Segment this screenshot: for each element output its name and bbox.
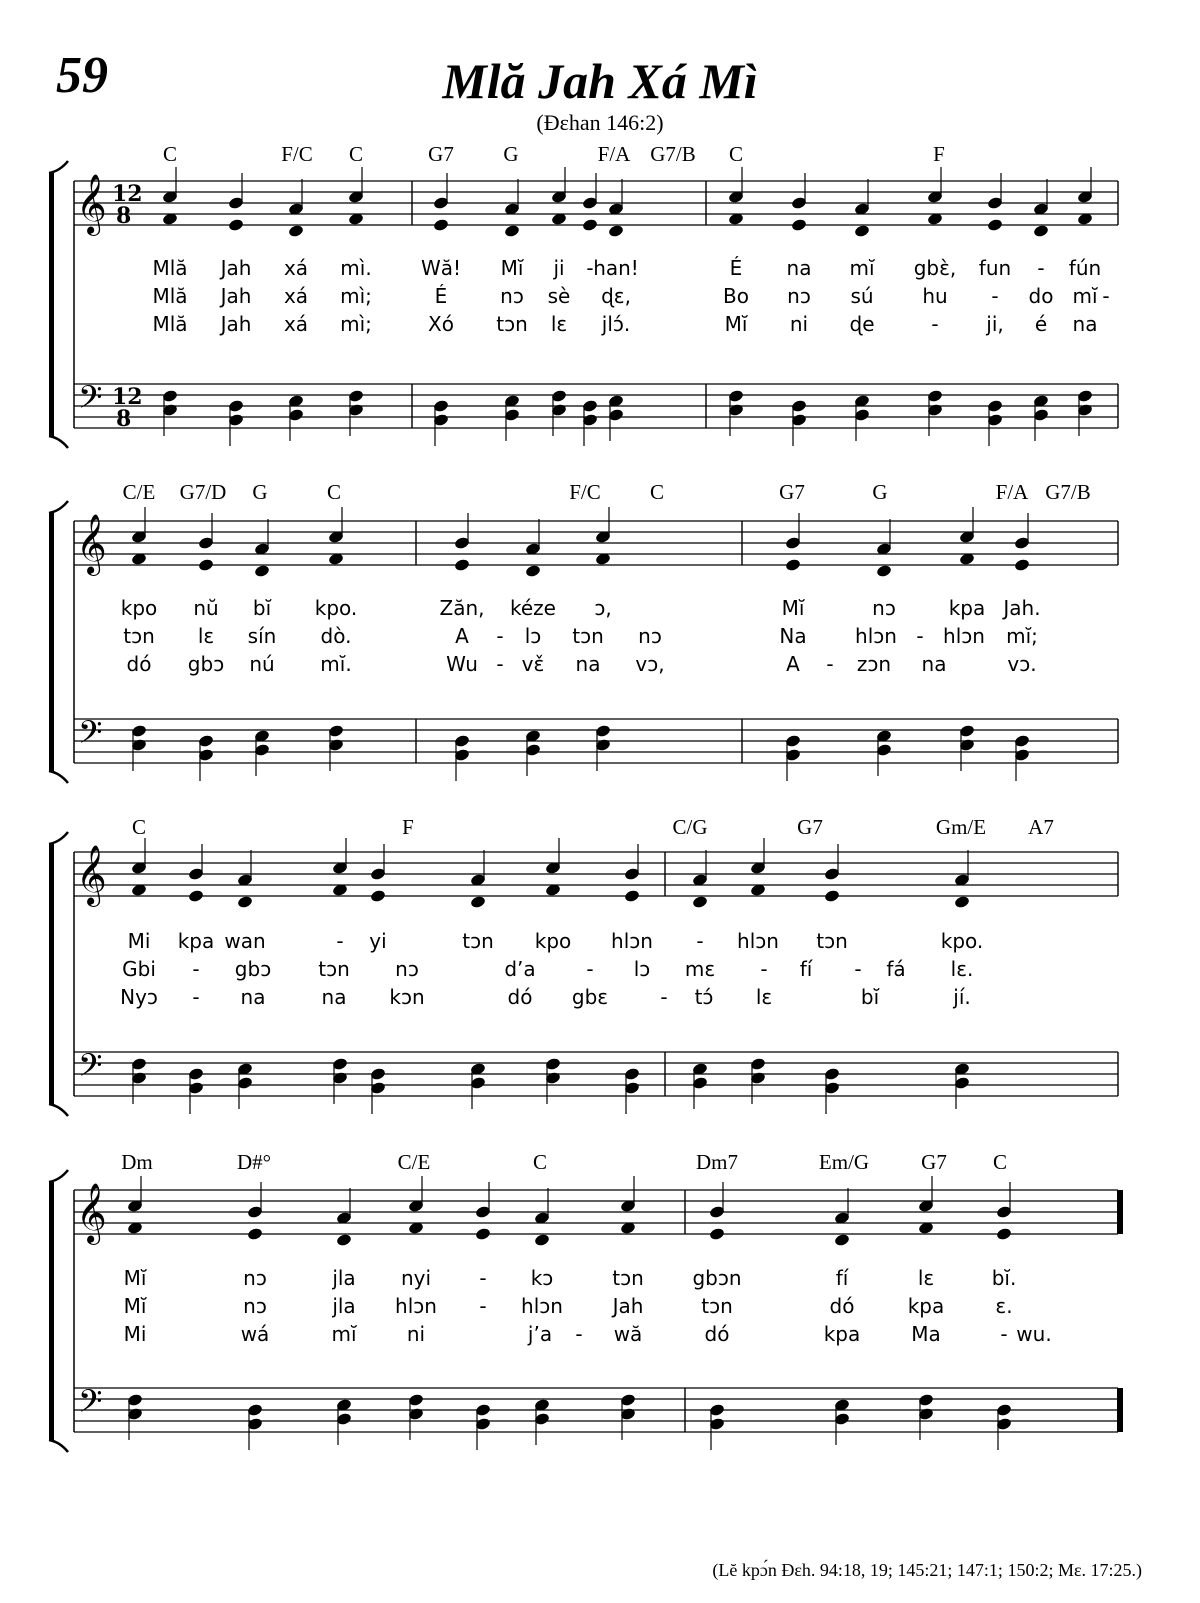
lyric-syllable: na <box>321 985 347 1009</box>
chord-symbol: F <box>402 815 414 839</box>
lyric-syllable: lɛ <box>755 985 773 1009</box>
lyric-syllable: nɔ <box>395 957 419 981</box>
bass-clef-icon: 𝄢 <box>78 379 103 423</box>
lyric-syllable: j’a <box>527 1322 553 1346</box>
chord-symbol: Gm/E <box>935 815 987 839</box>
lyric-syllable: Jah <box>220 256 252 280</box>
lyric-syllable: do <box>1028 284 1054 308</box>
lyric-syllable: sín <box>247 624 277 648</box>
lyric-syllable: Mlă <box>152 284 188 308</box>
lyric-syllable: gbɔ <box>187 652 225 676</box>
bass-clef-icon: 𝄢 <box>78 1383 103 1427</box>
lyric-syllable: - <box>586 957 594 981</box>
lyric-syllable: Bo <box>723 284 749 308</box>
hymn-number: 59 <box>56 47 108 104</box>
lyric-syllable: é <box>1034 312 1048 336</box>
lyric-syllable: hu <box>922 284 948 308</box>
chord-symbol: C <box>348 142 364 166</box>
lyric-syllable: wu. <box>1016 1322 1052 1346</box>
lyric-syllable: wă <box>613 1322 643 1346</box>
lyric-syllable: jí. <box>953 985 971 1009</box>
lyric-syllable: Mlă <box>152 256 188 280</box>
lyric-syllable: fí <box>835 1266 849 1290</box>
lyric-syllable: mĭ <box>331 1322 357 1346</box>
lyric-syllable: na <box>575 652 601 676</box>
lyric-syllable: lɛ. <box>950 957 974 981</box>
chord-symbol: C <box>649 480 665 504</box>
lyric-syllable: Wă! <box>420 256 462 280</box>
chord-symbol: G7 <box>921 1150 947 1174</box>
lyric-syllable: nŭ <box>193 596 219 620</box>
lyric-syllable: - <box>575 1322 583 1346</box>
lyric-syllable: yi <box>369 929 387 953</box>
treble-clef-icon: 𝄞 <box>76 845 107 905</box>
lyric-syllable: mì; <box>340 312 372 336</box>
lyric-syllable: lɛ <box>197 624 215 648</box>
chord-symbol: G7/B <box>650 142 696 166</box>
lyric-syllable: Gbi <box>122 957 156 981</box>
lyric-syllable: - <box>696 929 704 953</box>
lyric-syllable: Mĭ <box>781 596 805 620</box>
lyric-syllable: Ma <box>911 1322 941 1346</box>
lyric-syllable: xá <box>283 312 309 336</box>
chord-symbol: D#° <box>236 1150 272 1174</box>
lyric-syllable: tɔn <box>462 929 494 953</box>
lyric-syllable: jla <box>332 1266 356 1290</box>
lyric-syllable: Mĭ <box>500 256 524 280</box>
lyric-syllable: na <box>786 256 812 280</box>
chord-symbol: C/G <box>672 815 708 839</box>
lyric-syllable: Jah <box>220 284 252 308</box>
lyric-syllable: gbɔ <box>234 957 272 981</box>
lyric-syllable: kpa <box>907 1294 945 1318</box>
lyric-syllable: mĭ <box>1072 284 1098 308</box>
lyric-syllable: Mi <box>127 929 151 953</box>
lyric-syllable: - <box>760 957 768 981</box>
lyric-syllable: ni <box>789 312 809 336</box>
chord-symbol: G7/B <box>1045 480 1091 504</box>
lyric-syllable: hlɔn <box>611 929 653 953</box>
lyric-syllable: - <box>1000 1322 1008 1346</box>
lyric-syllable: - <box>192 957 200 981</box>
lyric-syllable: - <box>660 985 668 1009</box>
lyric-syllable: dó <box>829 1294 855 1318</box>
lyric-syllable: mì; <box>340 284 372 308</box>
lyric-syllable: hlɔn <box>395 1294 437 1318</box>
lyric-syllable: wá <box>240 1322 270 1346</box>
lyric-syllable: tɔn <box>816 929 848 953</box>
lyric-syllable: tɔn <box>496 312 528 336</box>
lyric-syllable: d’a <box>504 957 536 981</box>
lyric-syllable: - <box>479 1266 487 1290</box>
lyric-syllable: Mĭ <box>123 1266 147 1290</box>
chord-symbol: G7/D <box>179 480 227 504</box>
lyric-syllable: hlɔn <box>943 624 985 648</box>
chord-symbol: F/C <box>569 480 601 504</box>
lyric-syllable: Na <box>779 624 807 648</box>
time-signature-top: 12 <box>112 384 143 410</box>
lyric-syllable: kɔn <box>389 985 425 1009</box>
lyric-syllable: mĭ <box>849 256 875 280</box>
lyric-syllable: - <box>991 284 999 308</box>
lyric-syllable: Mi <box>123 1322 147 1346</box>
lyric-syllable: tɔn <box>701 1294 733 1318</box>
lyric-syllable: bĭ. <box>991 1266 1017 1290</box>
lyric-syllable: - <box>586 256 594 280</box>
chord-symbol: F/C <box>281 142 313 166</box>
lyric-syllable: xá <box>283 256 309 280</box>
lyric-syllable: tɔn <box>123 624 155 648</box>
chord-symbol: F/A <box>597 142 631 166</box>
lyric-syllable: - <box>826 652 834 676</box>
bass-clef-icon: 𝄢 <box>78 714 103 758</box>
chord-symbol: G7 <box>797 815 823 839</box>
lyric-syllable: han! <box>593 256 639 280</box>
treble-clef-icon: 𝄞 <box>76 514 107 574</box>
lyric-syllable: kpo <box>120 596 158 620</box>
chord-symbol: C <box>326 480 342 504</box>
lyric-syllable: jla <box>332 1294 356 1318</box>
hymn-title: Mlă Jah Xá Mì <box>442 53 758 109</box>
lyric-syllable: mĭ; <box>1006 624 1038 648</box>
time-signature-bottom: 8 <box>116 203 132 229</box>
lyric-syllable: fá <box>886 957 906 981</box>
lyric-syllable: - <box>336 929 344 953</box>
lyric-syllable: Wu <box>446 652 478 676</box>
lyric-syllable: lɛ <box>917 1266 935 1290</box>
lyric-syllable: nú <box>249 652 275 676</box>
chord-symbol: Dm <box>121 1150 153 1174</box>
treble-clef-icon: 𝄞 <box>76 1183 107 1243</box>
lyric-syllable: lɔ <box>633 957 651 981</box>
lyric-syllable: kpa <box>177 929 215 953</box>
chord-symbol: C <box>131 815 147 839</box>
lyric-syllable: mĭ. <box>320 652 352 676</box>
chord-symbol: G <box>252 480 268 504</box>
lyric-syllable: ji <box>553 256 565 280</box>
lyric-syllable: Mlă <box>152 312 188 336</box>
lyric-syllable: tɔ́ <box>694 985 714 1009</box>
lyric-syllable: zɔn <box>856 652 892 676</box>
lyric-syllable: mɛ <box>684 957 716 981</box>
lyric-syllable: fún <box>1068 256 1102 280</box>
lyric-syllable: dó <box>126 652 152 676</box>
lyric-syllable: ji, <box>986 312 1004 336</box>
lyric-syllable: dó <box>704 1322 730 1346</box>
time-signature-bottom: 8 <box>116 406 132 432</box>
chord-symbol: G <box>503 142 519 166</box>
lyric-syllable: kéze <box>510 596 556 620</box>
chord-symbol: C <box>162 142 178 166</box>
lyric-syllable: nɔ <box>872 596 896 620</box>
lyric-syllable: bĭ <box>860 985 880 1009</box>
chord-symbol: F/A <box>995 480 1029 504</box>
lyric-syllable: - <box>854 957 862 981</box>
lyric-syllable: Zăn, <box>439 596 485 620</box>
lyric-syllable: gbɛ <box>571 985 609 1009</box>
lyric-syllable: - <box>1102 284 1110 308</box>
chord-symbol: F <box>933 142 945 166</box>
lyric-syllable: hlɔn <box>521 1294 563 1318</box>
lyric-syllable: fun <box>978 256 1012 280</box>
lyric-syllable: - <box>496 624 504 648</box>
bass-clef-icon: 𝄢 <box>78 1047 103 1091</box>
lyric-syllable: sè <box>547 284 571 308</box>
lyric-syllable: É <box>434 284 448 308</box>
lyric-syllable: nɔ <box>243 1294 267 1318</box>
lyric-syllable: vɔ. <box>1007 652 1037 676</box>
lyric-syllable: na <box>240 985 266 1009</box>
lyric-syllable: ɖɛ, <box>601 284 631 308</box>
lyric-syllable: nɔ <box>500 284 524 308</box>
lyric-syllable: - <box>479 1294 487 1318</box>
footer-references: (Lĕ kpɔ́n Đɛh. 94:18, 19; 145:21; 147:1; 150:2; Mɛ. 17:25.) <box>712 1560 1142 1580</box>
lyric-syllable: kpa <box>823 1322 861 1346</box>
lyric-syllable: A <box>455 624 469 648</box>
lyric-syllable: jlɔ́. <box>601 312 631 336</box>
lyric-syllable: kpo. <box>940 929 984 953</box>
chord-symbol: G7 <box>779 480 805 504</box>
lyric-syllable: gbɛ̀, <box>913 256 957 280</box>
lyric-syllable: nɔ <box>787 284 811 308</box>
lyric-syllable: - <box>192 985 200 1009</box>
lyric-syllable: - <box>496 652 504 676</box>
lyric-syllable: É <box>729 256 743 280</box>
lyric-syllable: lɛ <box>550 312 568 336</box>
lyric-syllable: kpa <box>948 596 986 620</box>
lyric-syllable: Jah <box>612 1294 644 1318</box>
chord-symbol: C <box>728 142 744 166</box>
lyric-syllable: ɔ, <box>594 596 612 620</box>
chord-symbol: C <box>532 1150 548 1174</box>
chord-symbol: Dm7 <box>696 1150 738 1174</box>
lyric-syllable: dó <box>507 985 533 1009</box>
lyric-syllable: Jah. <box>1003 596 1041 620</box>
lyric-syllable: xá <box>283 284 309 308</box>
lyric-syllable: kpo <box>534 929 572 953</box>
chord-symbol: A7 <box>1028 815 1054 839</box>
lyric-syllable: tɔn <box>318 957 350 981</box>
lyric-syllable: vɔ, <box>635 652 665 676</box>
lyric-syllable: hlɔn <box>855 624 897 648</box>
lyric-syllable: bĭ <box>252 596 272 620</box>
lyric-syllable: nɔ <box>638 624 662 648</box>
chord-symbol: G <box>872 480 888 504</box>
lyric-syllable: na <box>1072 312 1098 336</box>
chord-symbol: C/E <box>122 480 156 504</box>
lyric-syllable: tɔn <box>572 624 604 648</box>
lyric-syllable: vɛ̌ <box>521 652 545 676</box>
lyric-syllable: kpo. <box>314 596 358 620</box>
lyric-syllable: Mĭ <box>123 1294 147 1318</box>
lyric-syllable: wan <box>224 929 266 953</box>
lyric-syllable: ni <box>406 1322 426 1346</box>
lyric-syllable: kɔ <box>530 1266 554 1290</box>
chord-symbol: C <box>992 1150 1008 1174</box>
lyric-syllable: - <box>931 312 939 336</box>
lyric-syllable: hlɔn <box>737 929 779 953</box>
lyric-syllable: - <box>1037 256 1045 280</box>
lyric-syllable: A <box>786 652 800 676</box>
lyric-syllable: dò. <box>320 624 352 648</box>
lyric-syllable: nyi <box>400 1266 432 1290</box>
lyric-syllable: mì. <box>340 256 372 280</box>
lyric-syllable: Jah <box>220 312 252 336</box>
chord-symbol: Em/G <box>818 1150 870 1174</box>
lyric-syllable: Xó <box>428 312 454 336</box>
lyric-syllable: tɔn <box>612 1266 644 1290</box>
scripture-reference: (Đɛhan 146:2) <box>536 110 664 135</box>
lyric-syllable: nɔ <box>243 1266 267 1290</box>
lyric-syllable: gbɔn <box>692 1266 742 1290</box>
lyric-syllable: Mĭ <box>724 312 748 336</box>
chord-symbol: C/E <box>397 1150 431 1174</box>
lyric-syllable: sú <box>850 284 874 308</box>
lyric-syllable: ɛ. <box>995 1294 1013 1318</box>
lyric-syllable: lɔ <box>524 624 542 648</box>
treble-clef-icon: 𝄞 <box>76 174 107 234</box>
time-signature-top: 12 <box>112 181 143 207</box>
lyric-syllable: ɖe <box>849 312 875 336</box>
chord-symbol: G7 <box>428 142 454 166</box>
lyric-syllable: - <box>916 624 924 648</box>
lyric-syllable: na <box>921 652 947 676</box>
lyric-syllable: Nyɔ <box>120 985 158 1009</box>
lyric-syllable: fí <box>799 957 813 981</box>
